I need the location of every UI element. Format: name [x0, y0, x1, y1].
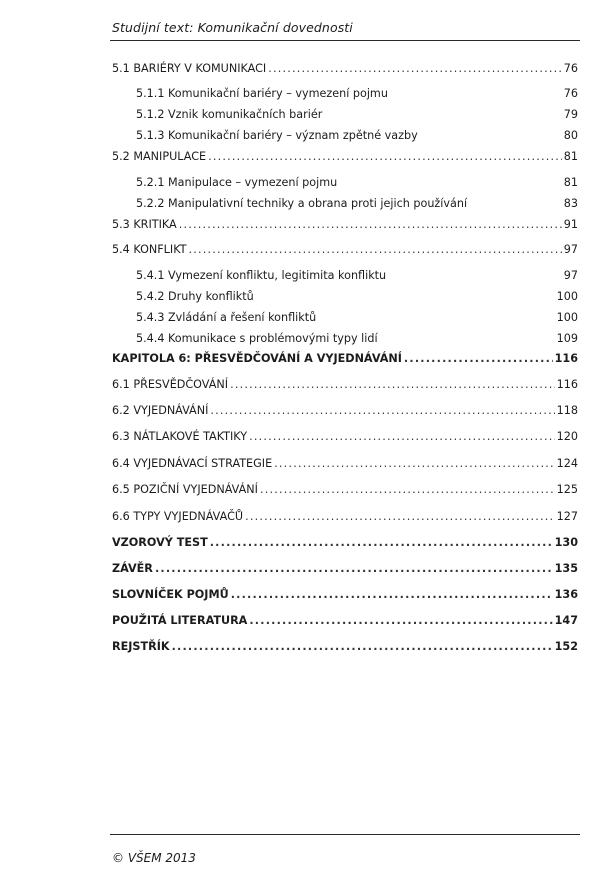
toc-entry-label: 5.4 KONFLIKT [112, 243, 187, 256]
toc-entry [136, 176, 578, 190]
toc-entry [136, 129, 578, 143]
toc-entry-label: 5.3 KRITIKA [112, 218, 177, 231]
toc-entry-page: 76 [563, 62, 578, 75]
toc-entry-page: 81 [563, 176, 578, 189]
toc-entry [136, 108, 578, 122]
toc-chapter-entry [112, 614, 578, 628]
toc-entry-page: 120 [556, 430, 578, 443]
toc-entry [112, 430, 578, 444]
toc-entry-label: REJSTŘÍK [112, 640, 170, 653]
toc-entry-page: 130 [554, 536, 578, 549]
toc-entry-page: 116 [554, 352, 578, 365]
toc-entry [112, 457, 578, 471]
toc-entry [112, 510, 578, 524]
toc-leader-dots [172, 640, 553, 654]
toc-entry [136, 269, 578, 283]
toc-entry [112, 404, 578, 418]
toc-entry-page: 76 [563, 87, 578, 100]
toc-entry-page: 118 [556, 404, 578, 417]
toc-entry-label: 5.4.3 Zvládání a řešení konfliktů [136, 311, 317, 324]
toc-entry-page: 100 [556, 311, 578, 324]
toc-entry-label: 6.3 NÁTLAKOVÉ TAKTIKY [112, 430, 248, 443]
toc-leader-dots [274, 457, 554, 471]
toc-entry [112, 62, 578, 76]
toc-chapter-entry [112, 562, 578, 576]
toc-entry-page: 152 [554, 640, 578, 653]
toc-entry-page: 147 [554, 614, 578, 627]
toc-leader-dots [245, 510, 555, 524]
header-rule [110, 40, 580, 41]
toc-entry-label: 5.2.2 Manipulativní techniky a obrana proti jejich používání [136, 197, 468, 210]
toc-entry-page: 109 [556, 332, 578, 345]
toc-leader-dots [249, 614, 552, 628]
toc-leader-dots [208, 150, 562, 164]
toc-entry-page: 91 [563, 218, 578, 231]
toc-chapter-entry [112, 588, 578, 602]
toc-entry-label: 6.4 VYJEDNÁVACÍ STRATEGIE [112, 457, 273, 470]
toc-entry-page: 81 [563, 150, 578, 163]
toc-entry [112, 150, 578, 164]
toc-entry-label: 5.1.1 Komunikační bariéry – vymezení pojmu [136, 87, 388, 100]
toc-entry-page: 100 [556, 290, 578, 303]
toc-entry [136, 311, 578, 325]
toc-entry-page: 135 [554, 562, 578, 575]
toc-entry [112, 218, 578, 232]
toc-entry-label: 6.6 TYPY VYJEDNÁVAČŮ [112, 510, 244, 523]
toc-entry-label: 6.2 VYJEDNÁVÁNÍ [112, 404, 209, 417]
toc-leader-dots [268, 62, 562, 76]
footer-copyright: © VŠEM 2013 [112, 851, 196, 865]
toc-entry-page: 79 [563, 108, 578, 121]
toc-entry-page: 97 [563, 243, 578, 256]
footer-rule [110, 834, 580, 835]
toc-leader-dots [189, 243, 562, 257]
toc-leader-dots [155, 562, 553, 576]
toc-entry-page: 136 [554, 588, 578, 601]
toc-entry-label: 5.2 MANIPULACE [112, 150, 207, 163]
toc-leader-dots [231, 588, 553, 602]
toc-leader-dots [210, 536, 553, 550]
toc-leader-dots [249, 430, 555, 444]
toc-entry-label: 5.1.3 Komunikační bariéry – význam zpětné vazby [136, 129, 418, 142]
toc-entry-page: 124 [556, 457, 578, 470]
toc-entry-page: 116 [556, 378, 578, 391]
toc-entry-label: SLOVNÍČEK POJMŮ [112, 588, 229, 601]
toc-entry-page: 127 [556, 510, 578, 523]
toc-entry-label: 5.4.4 Komunikace s problémovými typy lidí [136, 332, 378, 345]
toc-entry-label: 5.2.1 Manipulace – vymezení pojmu [136, 176, 338, 189]
toc-entry-label: 5.4.2 Druhy konfliktů [136, 290, 254, 303]
running-header: Studijní text: Komunikační dovednosti [112, 20, 353, 35]
toc-entry [112, 243, 578, 257]
toc-entry-label: 6.5 POZIČNÍ VYJEDNÁVÁNÍ [112, 483, 258, 496]
toc-entry [136, 197, 578, 211]
toc-entry-page: 97 [563, 269, 578, 282]
toc-entry [112, 378, 578, 392]
toc-entry-page: 125 [556, 483, 578, 496]
toc-leader-dots [210, 404, 554, 418]
toc-entry [136, 332, 578, 346]
toc-entry [136, 290, 578, 304]
toc-entry-label: 6.1 PŘESVĚDČOVÁNÍ [112, 378, 229, 391]
toc-entry [112, 483, 578, 497]
toc-entry-label: 5.4.1 Vymezení konfliktu, legitimita konfliktu [136, 269, 387, 282]
toc-leader-dots [260, 483, 555, 497]
toc-entry-label: VZOROVÝ TEST [112, 536, 208, 549]
toc-leader-dots [404, 352, 553, 366]
toc-entry-label: KAPITOLA 6: PŘESVĚDČOVÁNÍ A VYJEDNÁVÁNÍ [112, 352, 402, 365]
toc-chapter-entry [112, 536, 578, 550]
toc-leader-dots [179, 218, 562, 232]
toc-entry-page: 80 [563, 129, 578, 142]
toc-entry-page: 83 [563, 197, 578, 210]
toc-leader-dots [230, 378, 555, 392]
toc-entry-label: POUŽITÁ LITERATURA [112, 614, 248, 627]
toc-entry-label: ZÁVĚR [112, 562, 153, 575]
toc-chapter-entry [112, 640, 578, 654]
toc-chapter-entry [112, 352, 578, 366]
toc-entry-label: 5.1.2 Vznik komunikačních bariér [136, 108, 323, 121]
toc-entry-label: 5.1 BARIÉRY V KOMUNIKACI [112, 62, 267, 75]
toc-entry [136, 87, 578, 101]
